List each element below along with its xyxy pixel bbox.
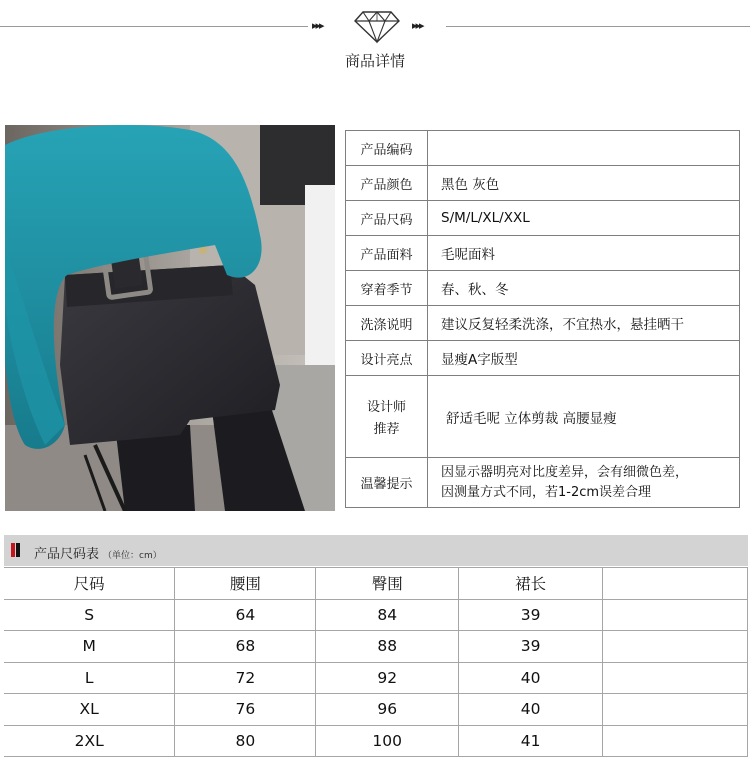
diamond-icon [353, 10, 401, 44]
detail-label [346, 376, 428, 458]
detail-value [428, 458, 740, 508]
detail-value: S/M/L/XL/XXL [428, 201, 740, 236]
size-chart-header-row [4, 568, 748, 600]
header-arrows-right: ▸▸▸ [412, 19, 423, 32]
detail-label: 穿着季节 [346, 271, 428, 306]
detail-label-line: 设计师 [366, 400, 406, 415]
waist-cell: 72 [175, 662, 316, 694]
header-line-left [0, 26, 308, 27]
size-chart-header-cell: 臀围 [316, 568, 459, 600]
size-chart-row [4, 599, 748, 631]
detail-row [346, 131, 740, 166]
detail-row [346, 166, 740, 201]
page-title: 商品详情 [344, 52, 405, 70]
size-cell: XL [4, 694, 175, 726]
length-cell: 39 [459, 599, 603, 631]
hip-cell: 92 [316, 662, 459, 694]
detail-value-line: 因显示器明亮对比度差异，会有细微色差， [441, 464, 689, 480]
size-chart-row [4, 694, 748, 726]
size-chart-header-cell: 尺码 [4, 568, 175, 600]
detail-row [346, 306, 740, 341]
empty-cell [603, 631, 748, 663]
detail-value [428, 131, 740, 166]
size-chart-header-cell [603, 568, 748, 600]
detail-row [346, 376, 740, 458]
size-cell: 2XL [4, 725, 175, 757]
length-cell: 39 [459, 631, 603, 663]
detail-row [346, 201, 740, 236]
size-chart-title [34, 543, 162, 562]
length-cell: 40 [459, 694, 603, 726]
header-line-right [446, 26, 750, 27]
detail-value: 毛呢面料 [428, 236, 740, 271]
detail-label: 产品尺码 [346, 201, 428, 236]
size-chart-unit: （单位：cm） [103, 551, 162, 561]
size-chart-row [4, 631, 748, 663]
hip-cell: 96 [316, 694, 459, 726]
detail-row [346, 271, 740, 306]
detail-value: 春、秋、冬 [428, 271, 740, 306]
detail-value: 建议反复轻柔洗涤，不宜热水，悬挂晒干 [428, 306, 740, 341]
size-chart-header-cell: 腰围 [175, 568, 316, 600]
size-cell: M [4, 631, 175, 663]
detail-value: 黑色 灰色 [428, 166, 740, 201]
detail-label: 设计亮点 [346, 341, 428, 376]
length-cell: 40 [459, 662, 603, 694]
size-chart-header-cell: 裙长 [459, 568, 603, 600]
detail-row [346, 341, 740, 376]
empty-cell [603, 599, 748, 631]
detail-label-line: 推荐 [373, 422, 400, 437]
size-chart-row [4, 725, 748, 757]
detail-label: 温馨提示 [346, 458, 428, 508]
empty-cell [603, 725, 748, 757]
size-chart-header [4, 535, 748, 566]
size-cell: S [4, 599, 175, 631]
detail-value: 舒适毛呢 立体剪裁 高腰显瘦 [428, 376, 740, 458]
detail-value-line: 因测量方式不同，若1-2cm误差合理 [441, 484, 652, 500]
size-chart-row [4, 662, 748, 694]
product-photo-illustration [5, 125, 335, 511]
size-chart-title-text: 产品尺码表 [34, 547, 100, 562]
waist-cell: 68 [175, 631, 316, 663]
waist-cell: 76 [175, 694, 316, 726]
size-chart-marker-icon [11, 543, 20, 557]
hip-cell: 84 [316, 599, 459, 631]
header-arrows-left: ▸▸▸ [312, 19, 323, 32]
product-details-table [345, 130, 740, 508]
hip-cell: 100 [316, 725, 459, 757]
detail-row [346, 236, 740, 271]
empty-cell [603, 662, 748, 694]
waist-cell: 64 [175, 599, 316, 631]
waist-cell: 80 [175, 725, 316, 757]
detail-label: 洗涤说明 [346, 306, 428, 341]
hip-cell: 88 [316, 631, 459, 663]
detail-row [346, 458, 740, 508]
product-photo [5, 125, 335, 511]
size-chart-table [4, 567, 748, 757]
detail-label: 产品编码 [346, 131, 428, 166]
detail-label: 产品颜色 [346, 166, 428, 201]
size-cell: L [4, 662, 175, 694]
empty-cell [603, 694, 748, 726]
detail-label: 产品面料 [346, 236, 428, 271]
length-cell: 41 [459, 725, 603, 757]
detail-value: 显瘦A字版型 [428, 341, 740, 376]
